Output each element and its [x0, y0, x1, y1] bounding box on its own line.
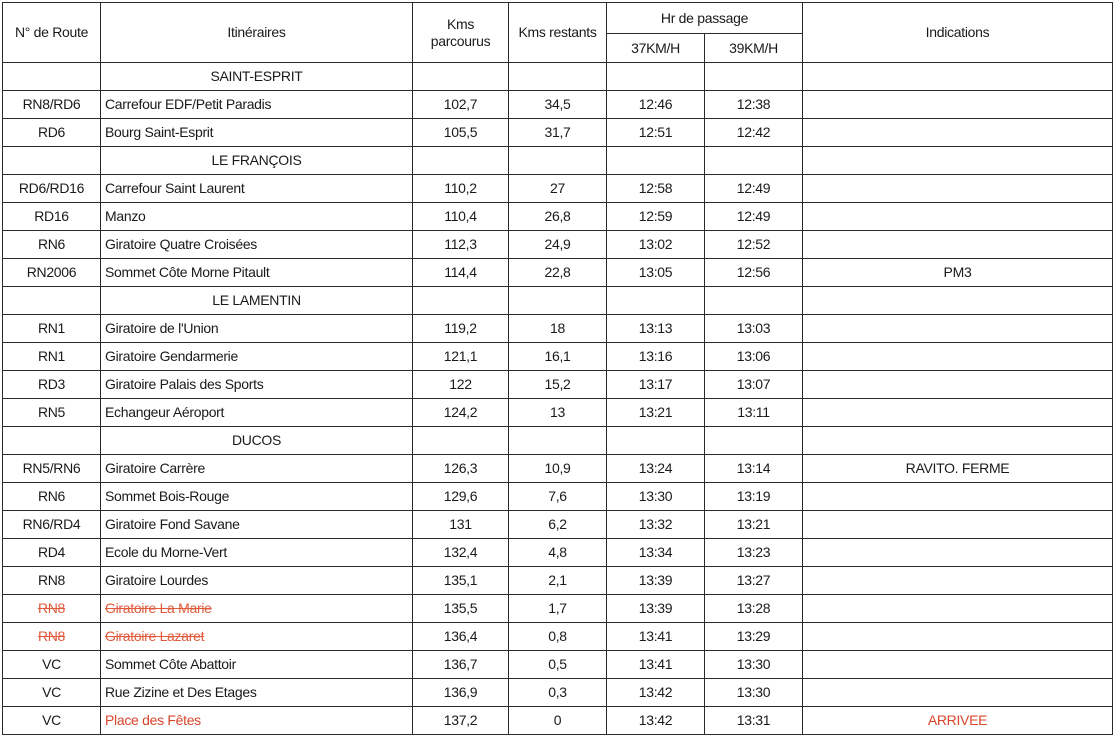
kms-restants-cell: 0,8	[509, 623, 607, 651]
itineraire-cell: Giratoire Lazaret	[101, 623, 413, 651]
kms-restants-cell: 27	[509, 175, 607, 203]
time-39-cell: 12:49	[705, 203, 803, 231]
itineraire-cell: Bourg Saint-Esprit	[101, 119, 413, 147]
itineraire-cell: Giratoire de l'Union	[101, 315, 413, 343]
table-row	[3, 175, 1113, 203]
route-cell: RN1	[3, 343, 101, 371]
route-cell: VC	[3, 651, 101, 679]
route-cell: RD3	[3, 371, 101, 399]
table-row	[3, 399, 1113, 427]
indication-cell	[803, 203, 1113, 231]
time-39-cell	[705, 147, 803, 175]
kms-parcourus-cell: 121,1	[413, 343, 509, 371]
route-cell: RN1	[3, 315, 101, 343]
route-cell	[3, 147, 101, 175]
time-37-cell	[607, 147, 705, 175]
time-39-cell: 12:42	[705, 119, 803, 147]
table-body	[3, 63, 1113, 735]
time-37-cell: 13:41	[607, 623, 705, 651]
time-39-cell: 13:14	[705, 455, 803, 483]
table-row	[3, 679, 1113, 707]
kms-parcourus-cell	[413, 147, 509, 175]
table-row	[3, 511, 1113, 539]
route-cell: VC	[3, 707, 101, 735]
table-row	[3, 651, 1113, 679]
route-cell: RN8	[3, 623, 101, 651]
kms-parcourus-cell: 135,1	[413, 567, 509, 595]
time-37-cell: 13:02	[607, 231, 705, 259]
kms-restants-cell: 13	[509, 399, 607, 427]
kms-parcourus-cell: 136,4	[413, 623, 509, 651]
time-39-cell: 13:23	[705, 539, 803, 567]
section-title: SAINT-ESPRIT	[101, 63, 413, 91]
time-37-cell: 13:32	[607, 511, 705, 539]
table-row	[3, 623, 1113, 651]
time-37-cell: 13:39	[607, 567, 705, 595]
time-37-cell: 13:21	[607, 399, 705, 427]
kms-restants-cell: 16,1	[509, 343, 607, 371]
kms-restants-cell: 24,9	[509, 231, 607, 259]
kms-parcourus-cell: 105,5	[413, 119, 509, 147]
time-39-cell: 13:29	[705, 623, 803, 651]
itineraire-cell: Giratoire Gendarmerie	[101, 343, 413, 371]
itineraire-cell: Sommet Côte Morne Pitault	[101, 259, 413, 287]
route-cell	[3, 63, 101, 91]
route-cell: RD16	[3, 203, 101, 231]
kms-restants-cell	[509, 63, 607, 91]
kms-restants-cell: 34,5	[509, 91, 607, 119]
kms-parcourus-cell: 131	[413, 511, 509, 539]
time-39-cell: 12:49	[705, 175, 803, 203]
table-row	[3, 91, 1113, 119]
time-37-cell: 13:13	[607, 315, 705, 343]
time-39-cell	[705, 287, 803, 315]
itineraire-cell: Ecole du Morne-Vert	[101, 539, 413, 567]
kms-restants-cell: 0	[509, 707, 607, 735]
kms-restants-cell: 22,8	[509, 259, 607, 287]
route-cell: RN8	[3, 595, 101, 623]
itineraire-cell: Echangeur Aéroport	[101, 399, 413, 427]
route-cell: RD6/RD16	[3, 175, 101, 203]
time-39-cell: 13:30	[705, 679, 803, 707]
indication-cell	[803, 315, 1113, 343]
time-37-cell: 12:58	[607, 175, 705, 203]
indication-cell	[803, 91, 1113, 119]
kms-parcourus-cell	[413, 427, 509, 455]
indication-cell: PM3	[803, 259, 1113, 287]
indication-cell	[803, 539, 1113, 567]
route-cell: RN6/RD4	[3, 511, 101, 539]
header-indications: Indications	[803, 3, 1113, 63]
itineraire-cell: Giratoire Palais des Sports	[101, 371, 413, 399]
time-37-cell: 13:39	[607, 595, 705, 623]
table-row	[3, 595, 1113, 623]
time-37-cell: 13:24	[607, 455, 705, 483]
kms-restants-cell	[509, 427, 607, 455]
route-cell: RN2006	[3, 259, 101, 287]
route-cell: RN5/RN6	[3, 455, 101, 483]
indication-cell	[803, 287, 1113, 315]
itineraire-cell: Carrefour Saint Laurent	[101, 175, 413, 203]
kms-parcourus-cell: 112,3	[413, 231, 509, 259]
kms-parcourus-cell: 136,7	[413, 651, 509, 679]
time-39-cell: 12:38	[705, 91, 803, 119]
route-cell: RN5	[3, 399, 101, 427]
kms-parcourus-cell: 102,7	[413, 91, 509, 119]
indication-cell	[803, 63, 1113, 91]
itineraire-cell: Giratoire Carrère	[101, 455, 413, 483]
kms-restants-cell: 4,8	[509, 539, 607, 567]
kms-restants-cell: 31,7	[509, 119, 607, 147]
indication-cell	[803, 595, 1113, 623]
kms-parcourus-cell: 119,2	[413, 315, 509, 343]
route-cell: VC	[3, 679, 101, 707]
itineraire-cell: Sommet Côte Abattoir	[101, 651, 413, 679]
section-row	[3, 147, 1113, 175]
header-itineraire: Itinéraires	[101, 3, 413, 63]
indication-cell	[803, 511, 1113, 539]
route-cell: RN6	[3, 483, 101, 511]
time-37-cell: 13:05	[607, 259, 705, 287]
header-hr-passage: Hr de passage	[607, 3, 803, 34]
time-39-cell	[705, 427, 803, 455]
table-row	[3, 315, 1113, 343]
time-37-cell	[607, 63, 705, 91]
time-37-cell	[607, 287, 705, 315]
itineraire-cell: Rue Zizine et Des Etages	[101, 679, 413, 707]
section-title: DUCOS	[101, 427, 413, 455]
kms-restants-cell	[509, 287, 607, 315]
time-39-cell	[705, 63, 803, 91]
route-cell: RD4	[3, 539, 101, 567]
route-cell: RD6	[3, 119, 101, 147]
itineraire-cell: Giratoire Quatre Croisées	[101, 231, 413, 259]
table-row	[3, 455, 1113, 483]
route-schedule-table	[2, 2, 1113, 735]
time-39-cell: 13:03	[705, 315, 803, 343]
section-row	[3, 287, 1113, 315]
kms-restants-cell: 7,6	[509, 483, 607, 511]
time-37-cell: 13:42	[607, 707, 705, 735]
kms-parcourus-cell: 137,2	[413, 707, 509, 735]
route-cell: RN6	[3, 231, 101, 259]
indication-cell	[803, 175, 1113, 203]
indication-cell	[803, 343, 1113, 371]
time-39-cell: 12:56	[705, 259, 803, 287]
indication-cell	[803, 231, 1113, 259]
time-39-cell: 13:06	[705, 343, 803, 371]
kms-restants-cell: 18	[509, 315, 607, 343]
header-speed-37: 37KM/H	[607, 34, 705, 63]
header-speed-39: 39KM/H	[705, 34, 803, 63]
indication-cell	[803, 371, 1113, 399]
kms-restants-cell: 2,1	[509, 567, 607, 595]
itineraire-cell: Place des Fêtes	[101, 707, 413, 735]
indication-cell	[803, 567, 1113, 595]
time-37-cell: 13:34	[607, 539, 705, 567]
table-header	[3, 3, 1113, 63]
kms-parcourus-cell: 110,2	[413, 175, 509, 203]
table-row	[3, 119, 1113, 147]
indication-cell	[803, 651, 1113, 679]
section-row	[3, 63, 1113, 91]
kms-parcourus-cell	[413, 63, 509, 91]
time-37-cell: 13:16	[607, 343, 705, 371]
indication-cell	[803, 119, 1113, 147]
table-row	[3, 203, 1113, 231]
time-37-cell: 12:51	[607, 119, 705, 147]
itineraire-cell: Sommet Bois-Rouge	[101, 483, 413, 511]
kms-parcourus-cell	[413, 287, 509, 315]
table-row	[3, 231, 1113, 259]
kms-restants-cell	[509, 147, 607, 175]
indication-cell	[803, 679, 1113, 707]
indication-cell: ARRIVEE	[803, 707, 1113, 735]
kms-parcourus-cell: 124,2	[413, 399, 509, 427]
time-37-cell: 13:30	[607, 483, 705, 511]
route-cell	[3, 287, 101, 315]
kms-parcourus-cell: 129,6	[413, 483, 509, 511]
route-cell: RN8/RD6	[3, 91, 101, 119]
time-37-cell: 13:17	[607, 371, 705, 399]
time-39-cell: 13:21	[705, 511, 803, 539]
itineraire-cell: Manzo	[101, 203, 413, 231]
itineraire-cell: Carrefour EDF/Petit Paradis	[101, 91, 413, 119]
time-39-cell: 13:27	[705, 567, 803, 595]
kms-parcourus-cell: 114,4	[413, 259, 509, 287]
section-row	[3, 427, 1113, 455]
header-route: N° de Route	[3, 3, 101, 63]
indication-cell	[803, 483, 1113, 511]
table-row	[3, 371, 1113, 399]
table-row	[3, 707, 1113, 735]
time-39-cell: 13:19	[705, 483, 803, 511]
indication-cell: RAVITO. FERME	[803, 455, 1113, 483]
kms-parcourus-cell: 136,9	[413, 679, 509, 707]
time-39-cell: 12:52	[705, 231, 803, 259]
kms-parcourus-cell: 110,4	[413, 203, 509, 231]
itineraire-cell: Giratoire La Marie	[101, 595, 413, 623]
kms-restants-cell: 26,8	[509, 203, 607, 231]
time-37-cell: 13:41	[607, 651, 705, 679]
route-cell	[3, 427, 101, 455]
table-row	[3, 567, 1113, 595]
header-kms-restants: Kms restants	[509, 3, 607, 63]
header-kms-parcourus: Kms parcourus	[413, 3, 509, 63]
section-title: LE FRANÇOIS	[101, 147, 413, 175]
time-37-cell: 12:46	[607, 91, 705, 119]
time-37-cell: 13:42	[607, 679, 705, 707]
table-row	[3, 539, 1113, 567]
kms-parcourus-cell: 132,4	[413, 539, 509, 567]
time-39-cell: 13:11	[705, 399, 803, 427]
time-39-cell: 13:28	[705, 595, 803, 623]
itineraire-cell: Giratoire Fond Savane	[101, 511, 413, 539]
kms-parcourus-cell: 126,3	[413, 455, 509, 483]
indication-cell	[803, 623, 1113, 651]
kms-restants-cell: 15,2	[509, 371, 607, 399]
itineraire-cell: Giratoire Lourdes	[101, 567, 413, 595]
table-row	[3, 483, 1113, 511]
table-row	[3, 259, 1113, 287]
time-37-cell: 12:59	[607, 203, 705, 231]
table-row	[3, 343, 1113, 371]
kms-restants-cell: 0,3	[509, 679, 607, 707]
kms-parcourus-cell: 135,5	[413, 595, 509, 623]
kms-restants-cell: 1,7	[509, 595, 607, 623]
kms-restants-cell: 6,2	[509, 511, 607, 539]
time-39-cell: 13:07	[705, 371, 803, 399]
kms-parcourus-cell: 122	[413, 371, 509, 399]
kms-restants-cell: 10,9	[509, 455, 607, 483]
time-39-cell: 13:31	[705, 707, 803, 735]
indication-cell	[803, 399, 1113, 427]
route-cell: RN8	[3, 567, 101, 595]
indication-cell	[803, 147, 1113, 175]
section-title: LE LAMENTIN	[101, 287, 413, 315]
kms-restants-cell: 0,5	[509, 651, 607, 679]
time-37-cell	[607, 427, 705, 455]
time-39-cell: 13:30	[705, 651, 803, 679]
indication-cell	[803, 427, 1113, 455]
